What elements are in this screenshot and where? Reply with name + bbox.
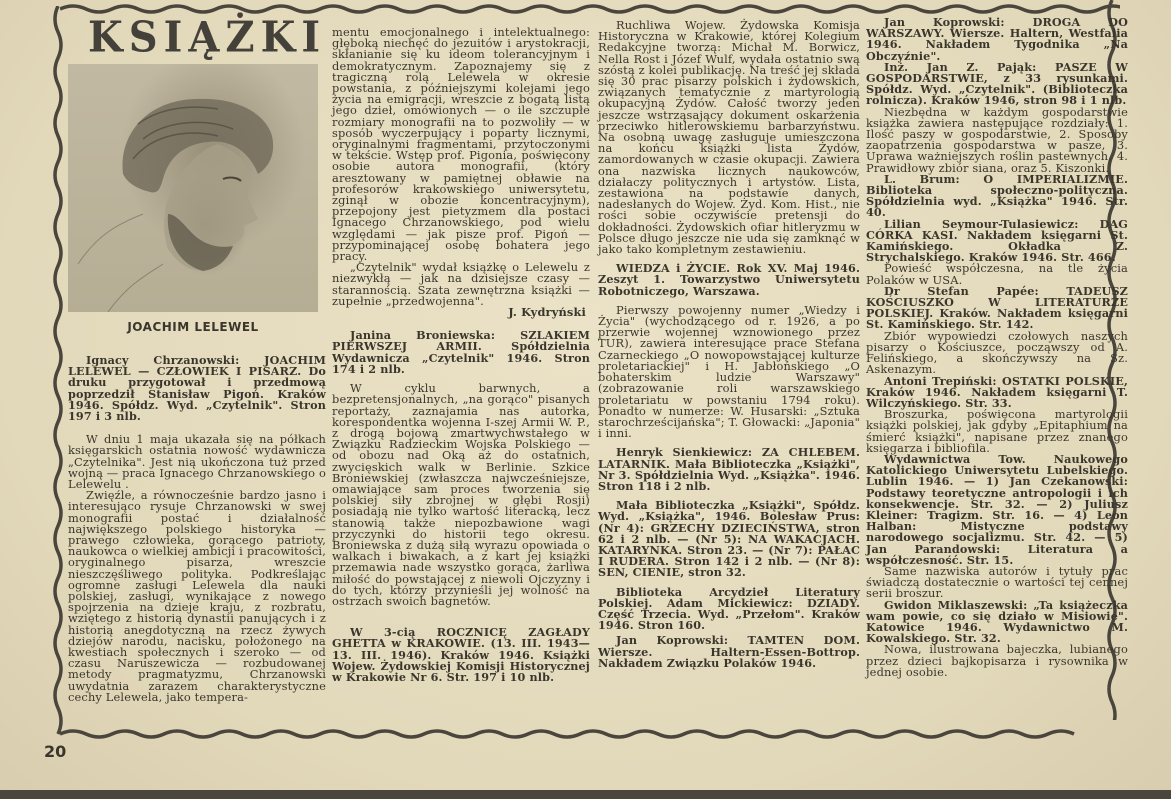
column-4 (866, 17, 1128, 678)
ref-details: Do druku przygotował i przedmową poprzedził Stanisław Pigoń. Kraków 1946. Spółdz. Wyd. „Czytelnik". Stron 197 i 3 nlb. (68, 364, 326, 424)
book-reference: Wydawnictwa Tow. Naukowego Katolickiego Uniwersytetu Lubelskiego. Lublin 1946. — 1) Jan Czekanowski: Podstawy teoretyczne antropologii i ich konsekwencje. Str. 32. — 2) Juliusz Kleiner: Tragizm. Str. 16. — 4) Leon Halban: Mistyczne podstawy narodowego socjalizmu. Str. 42. — 5) Jan Parandowski: Literatura a współczesność. Str. 15. (866, 451, 1128, 567)
paragraph: Zwięźle, a równocześnie bardzo jasno i interesująco rysuje Chrzanowski w swej monografii postać i działalność największego polskiego historyka — prawego człowieka, gorącego patrioty, naukowca o wielkiej ambicji i pracowitości, oryginalnego pisarza, wreszcie nieszczęśliwego polityka. Podkreślając ogromne zasługi Lelewela dla nauki polskiej, zasługi, wynikające z nowego spojrzenia na dzieje kraju, z rozbratu, wziętego z historią dynastii panujących i z historią anegdotyczną na rzecz żywych dziejów narodu, nacisku, położonego na kwestiach społecznych i szeroko — od czasu Naruszewicza — rozbudowanej metody pragmatyzmu, Chrzanowski uwydatnia zarazem charakterystyczne cechy Lelewela, jako tempera- (68, 488, 326, 704)
section-title: KSIĄŻKI (88, 12, 327, 63)
paragraph: mentu emocjonalnego i intelektualnego: głęboką niechęć do jezuitów i arystokracji, skłanianie się ku ideom tolerancyjnym i demokratycznym. Zapoznajemy się z tragiczną rolą Lelewela w okresie powstania, z późniejszymi kolejami jego życia na emigracji, wreszcie z bogatą listą jego dzieł, omówionych — o ile szczupłe rozmiary monografii na to pozwoliły — w sposób wyczerpujący i poparty licznymi, oryginalnymi fragmentami, przytoczonymi w tekście. Wstęp prof. Pigonia, poświęcony osobie autora monografii, (który aresztowany w pamiętnej obławie na profesorów krakowskiego uniwersytetu, zginął w obozie koncentracyjnym), przepojony jest pietyzmem dla postaci Ignacego Chrzanowskiego, pod wielu względami — jak pisze prof. Pigoń — przypominającej osobę bohatera jego pracy. (332, 25, 590, 264)
author-signature: J. Kydryński (508, 305, 586, 320)
paragraph: Ruchliwa Wojew. Żydowska Komisja Historyczna w Krakowie, której Kolegium Redakcyjne tworzą: Michał M. Borwicz, Nella Rost i Józef Wulf, wydała ostatnio swą szóstą z kolei publikację. Na treść jej składa się 30 prac pisarzy polskich i żydowskich, związanych tematycznie z martyrologią okupacyjną Żydów. Całość tworzy jeden jeszcze wstrząsający dokument oskarżenia przeciwko hitlerowskiemu barbarzyństwu. Na osobną uwagę zasługuje umieszczona na końcu książki lista Żydów, zamordowanych w czasie okupacji. Zawiera ona nazwiska licznych naukowców, działaczy politycznych i artystów. Lista, zestawiona na podstawie danych, nadesłanych do Wojew. Żyd. Kom. Hist., nie rości sobie oczywiście pretensji do dokładności. Żydowskich ofiar hitleryzmu w Polsce długo jeszcze nie uda się zamknąć w jako tako kompletnym zestawieniu. (598, 18, 860, 257)
page-number: 20 (44, 742, 67, 761)
paragraph: Same nazwiska autorów i tytuły prac świadczą dostatecznie o wartości tej cennej serii broszur. (866, 563, 1128, 601)
column-1 (68, 355, 326, 703)
book-reference: W 3-cią ROCZNICĘ ZAGŁADY GHETTA w KRAKOWIE. (13. III. 1943—13. III. 1946). Kraków 1946. Książki Wojew. Żydowskiej Komisji Historycznej w Krakowie Nr 6. Str. 197 i 10 nlb. (332, 625, 590, 684)
book-reference: Antoni Trepiński: OSTATKI POLSKIE, Kraków 1946. Nakładem księgarni T. Wilczyńskiego. Str. 33. (866, 373, 1128, 410)
paragraph: W cyklu barwnych, a bezpretensjonalnych, „na gorąco" pisanych reportaży, zaznajamia nas autorka, korespondentka wojenna I-szej Armii W. P., z drogą bojową zmartwychwstałego w Związku Radzieckim Wojska Polskiego — od obozu nad Oką aż do ostatnich, zwycięskich walk w Berlinie. Szkice Broniewskiej (zwłaszcza najwcześniejsze, omawiające sam proces tworzenia się polskiej siły zbrojnej w głębi Rosji) posiadają nie tylko wartość literacką, lecz stanowią także niepozbawione wagi przyczynki do historii tego okresu. Broniewska z dużą siłą wyrazu opowiada o walkach i biwakach, a z kart jej książki przemawia nade wszystko gorąca, żarliwa miłość do powstającej z niewoli Ojczyzny i do tych, którzy przynieśli jej wolność na ostrzach swoich bagnetów. (332, 381, 590, 608)
book-reference: Jan Koprowski: TAMTEN DOM. Wiersze. Haltern-Essen-Bottrop. Nakładem Związku Polaków 1946. (598, 633, 860, 670)
paragraph: Pierwszy powojenny numer „Wiedzy i Życia" (wychodzącego od r. 1926, a po przerwie wojennej wznowionego przez TUR), zawiera interesujące prace Stefana Czarneckiego „O nowopowstającej kulturze proletariackiej" i H. Jabłońskiego „O bohaterskim ludzie Warszawy" (zobrazowanie roli warszawskiego proletariatu w powstaniu 1794 roku). Ponadto w numerze: W. Husarski: „Sztuka starochrześcijańska"; T. Głowacki: „Japonia" i inni. (598, 302, 860, 441)
book-reference: Janina Broniewska: SZLAKIEM PIERWSZEJ ARMII. Spółdzielnia Wydawnicza „Czytelnik" 1946. Stron 174 i 2 nlb. (332, 328, 590, 376)
book-reference: Biblioteka Arcydzieł Literatury Polskiej. Adam Mickiewicz: DZIADY. Część Trzecia. Wyd. „Przełom". Kraków 1946. Stron 160. (598, 584, 860, 633)
paragraph: W dniu 1 maja ukazała się na półkach księgarskich ostatnia nowość wydawnicza „Czytelnika". Jest nią ukończona tuż przed wojną — praca Ignacego Chrzanowskiego o Lelewelu . (68, 432, 326, 492)
scan-edge (0, 790, 1171, 799)
wavy-border-bottom (60, 728, 1080, 740)
paragraph: „Czytelnik" wydał książkę o Lelewelu z niezwykłą — jak na dzisiejsze czasy — starannością. Szata zewnętrzna książki — zupełnie „przedwojenna". (332, 260, 590, 308)
paragraph: Niezbędna w każdym gospodarstwie książka zawiera następujące rozdziały: 1. Ilość paszy w gospodarstwie, 2. Sposoby zaopatrzenia gospodarstwa w pasze, 3. Uprawa ważniejszych roślin pastewnych, 4. Prawidłowy zbiór siana, oraz 5. Kiszonki. (866, 104, 1128, 175)
book-reference: Lilian Seymour-Tulasiewicz: DAG CÓRKA KASI. Nakładem księgarni St. Kamińskiego. Okładka Z. Strychalskiego. Kraków 1946. Str. 466. (866, 216, 1128, 265)
paragraph: Powieść współczesna, na tle życia Polaków w USA. (866, 261, 1128, 287)
book-reference: L. Brum: O IMPERIALIZMIE. Biblioteka społeczno-polityczna. Spółdzielnia wyd. „Książka" 1946. Str. 40. (866, 171, 1128, 220)
paragraph: Zbiór wypowiedzi czołowych naszych pisarzy o Kościuszce, począwszy od A. Felińskiego, a skończywszy na Sz. Askenazym. (866, 328, 1128, 377)
book-reference: Henryk Sienkiewicz: ZA CHLEBEM. LATARNIK. Mała Biblioteczka „Książki", Nr 3. Spółdzielnia Wyd. „Książka". 1946. Stron 118 i 2 nlb. (598, 445, 860, 493)
book-reference (68, 355, 326, 422)
portrait-image (68, 64, 318, 312)
book-reference: Dr Stefan Papée: TADEUSZ KOŚCIUSZKO W LITERATURZE POLSKIEJ. Kraków. Nakładem księgarni St. Kamińskiego. Str. 142. (866, 283, 1128, 332)
paragraph: Nowa, ilustrowana bajeczka, lubianego przez dzieci bajkopisarza i rysownika w jednej osobie. (866, 642, 1128, 679)
column-3 (598, 20, 860, 669)
paragraph: Broszurka, poświęcona martyrologii książki polskiej, jak gdyby „Epitaphium na śmierć książki", napisane przez znanego księgarza i bibliofila. (866, 407, 1128, 455)
column-2 (332, 27, 590, 683)
wavy-border-left (52, 6, 64, 736)
book-reference: Gwidon Miklaszewski: „Ta książeczka wam powie, co się działo w Misiowie". Katowice 1946. Wydawnictwo M. Kowalskiego. Str. 32. (866, 597, 1128, 646)
book-reference: Jan Koprowski: DROGA DO WARSZAWY. Wiersze. Haltern, Westfalia 1946. Nakładem Tygodnika „Na Obczyźnie". (866, 15, 1128, 63)
book-reference: WIEDZA i ŻYCIE. Rok XV. Maj 1946. Zeszyt 1. Towarzystwo Uniwersytetu Robotniczego, Warszawa. (598, 261, 860, 298)
portrait-sketch-icon (68, 64, 318, 312)
book-reference: Mała Biblioteczka „Książki", Spółdz. Wyd. „Książka", 1946. Bolesław Prus: (Nr 4): GRZECHY DZIECIŃSTWA, stron 62 i 2 nlb. — (Nr 5): NA WAKACJACH. KATARYNKA. Stron 23. — (Nr 7): PAŁAC I RUDERA. Stron 142 i 2 nlb. — (Nr 8): SEN, CIENIE, stron 32. (598, 498, 860, 580)
ref-title: JOACHIM LELEWEL — CZŁOWIEK I PISARZ. (68, 353, 327, 379)
ref-author: Ignacy Chrzanowski: (86, 353, 240, 367)
book-reference: Inż. Jan Z. Pająk: PASZE W GOSPODARSTWIE, z 33 rysunkami. Spółdz. Wyd. „Czytelnik". (Biblioteczka rolnicza). Kraków 1946, stron 98 i 1 nlb. (866, 59, 1128, 108)
portrait-caption: JOACHIM LELEWEL (127, 320, 259, 334)
